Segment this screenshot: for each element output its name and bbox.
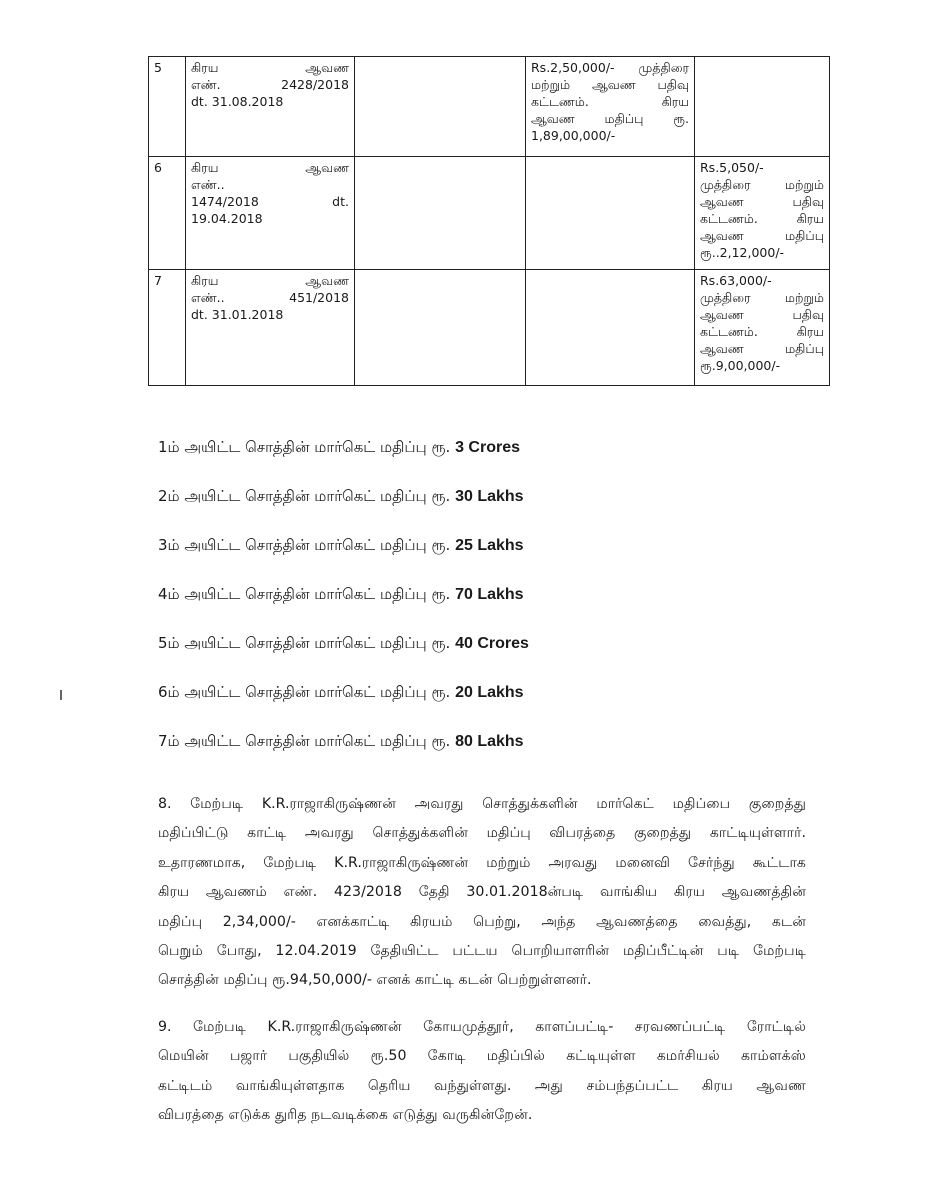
paragraph-8: [158, 790, 806, 996]
paragraph-line: உதாரணமாக, மேற்படி K.R.ராஜாகிருஷ்ணன் மற்றும் அரவது மனைவி சேர்ந்து கூட்டாக: [158, 854, 806, 871]
cell-text-line: எண்.. 451/2018: [191, 290, 349, 305]
empty-cell: [355, 270, 526, 386]
market-value-line: 3ம் அயிட்ட சொத்தின் மார்கெட் மதிப்பு ரூ. 25 Lakhs: [158, 536, 524, 554]
paragraph-line: சொத்தின் மதிப்பு ரூ.94,50,000/- எனக் காட்டி கடன் பெற்றுள்ளனர்.: [158, 972, 592, 989]
cell-text-line: மற்றும் ஆவண பதிவு: [531, 77, 689, 92]
paragraph-line: 9. மேற்படி K.R.ராஜாகிருஷ்ணன் கோயமுத்தூர், காளப்பட்டி- சரவணப்பட்டி ரோட்டில்: [158, 1019, 806, 1035]
market-value-line: 6ம் அயிட்ட சொத்தின் மார்கெட் மதிப்பு ரூ. 20 Lakhs: [158, 683, 524, 701]
cell-text-line: ரூ..2,12,000/-: [700, 245, 785, 260]
row-number: 6: [154, 160, 162, 175]
fee-cell: [526, 270, 695, 386]
cell-text-line: 1,89,00,000/-: [531, 128, 616, 143]
cell-text-line: ஆவண மதிப்பு: [700, 341, 824, 356]
cell-text-line: ஆவண மதிப்பு: [700, 228, 824, 243]
row-number-cell: [149, 270, 186, 386]
paragraph-line: 8. மேற்படி K.R.ராஜாகிருஷ்ணன் அவரது சொத்துக்களின் மார்கெட் மதிப்பை குறைத்து: [158, 796, 806, 812]
paragraph-line: கிரய ஆவணம் எண். 423/2018 தேதி 30.01.2018ன்படி வாங்கிய கிரய ஆவணத்தின்: [158, 884, 806, 901]
fee-cell: [695, 57, 830, 157]
cell-text-line: கிரய ஆவண: [191, 160, 349, 175]
cell-text-line: ஆவண பதிவு: [700, 307, 824, 322]
cell-text-line: முத்திரை மற்றும்: [700, 177, 824, 192]
cell-text-line: கட்டணம். கிரய: [700, 211, 824, 226]
paragraph-9: [158, 1013, 806, 1131]
row-number-cell: [149, 57, 186, 157]
paragraph-line: மதிப்பு 2,34,000/- எனக்காட்டி கிரயம் பெற்று, அந்த ஆவணத்தை வைத்து, கடன்: [158, 913, 806, 930]
cell-text-line: ரூ.9,00,000/-: [700, 358, 781, 373]
cell-text-line: கட்டணம். கிரய: [700, 324, 824, 339]
paragraph-line: மெயின் பஜார் பகுதியில் ரூ.50 கோடி மதிப்பில் கட்டியுள்ள கமர்சியல் காம்ளக்ஸ்: [158, 1048, 806, 1065]
fee-cell: [526, 57, 695, 157]
table-row: [149, 57, 830, 157]
cell-text-line: dt. 31.01.2018: [191, 307, 284, 322]
paragraph-line: கட்டிடம் வாங்கியுள்ளதாக தெரிய வந்துள்ளது. அது சம்பந்தப்பட்ட கிரய ஆவண: [158, 1077, 806, 1094]
cell-text-line: கிரய ஆவண: [191, 273, 349, 288]
row-number: 5: [154, 60, 162, 75]
margin-mark: [60, 690, 62, 700]
deed-cell: [186, 57, 355, 157]
market-value-line: 7ம் அயிட்ட சொத்தின் மார்கெட் மதிப்பு ரூ. 80 Lakhs: [158, 732, 524, 750]
cell-text-line: கட்டணம். கிரய: [531, 94, 689, 109]
market-value-line: 2ம் அயிட்ட சொத்தின் மார்கெட் மதிப்பு ரூ. 30 Lakhs: [158, 487, 524, 505]
table-row: [149, 270, 830, 386]
deed-cell: [186, 157, 355, 270]
cell-text-line: dt. 31.08.2018: [191, 94, 284, 109]
market-value-list: [158, 434, 778, 777]
row-number: 7: [154, 273, 162, 288]
cell-text-line: Rs.5,050/-: [700, 160, 764, 175]
cell-text-line: 19.04.2018: [191, 211, 263, 226]
market-value-line: 5ம் அயிட்ட சொத்தின் மார்கெட் மதிப்பு ரூ. 40 Crores: [158, 634, 529, 652]
table-row: [149, 157, 830, 270]
paragraph-line: விபரத்தை எடுக்க துரித நடவடிக்கை எடுத்து வருகின்றேன்.: [158, 1107, 533, 1124]
market-value-line: 1ம் அயிட்ட சொத்தின் மார்கெட் மதிப்பு ரூ. 3 Crores: [158, 438, 520, 456]
row-number-cell: [149, 157, 186, 270]
empty-cell: [355, 57, 526, 157]
fee-cell: [695, 157, 830, 270]
cell-text-line: கிரய ஆவண: [191, 60, 349, 75]
cell-text-line: முத்திரை மற்றும்: [700, 290, 824, 305]
cell-text-line: ஆவண மதிப்பு ரூ.: [531, 111, 689, 126]
paragraph-line: பெறும் போது, 12.04.2019 தேதியிட்ட பட்டய பொறியாளரின் மதிப்பீட்டின் படி மேற்படி: [158, 943, 806, 960]
cell-text-line: Rs.2,50,000/- முத்திரை: [531, 60, 689, 75]
deed-table: [148, 56, 830, 386]
deed-cell: [186, 270, 355, 386]
cell-text-line: Rs.63,000/-: [700, 273, 772, 288]
market-value-line: 4ம் அயிட்ட சொத்தின் மார்கெட் மதிப்பு ரூ. 70 Lakhs: [158, 585, 524, 603]
cell-text-line: 1474/2018 dt.: [191, 194, 349, 209]
paragraph-line: மதிப்பிட்டு காட்டி அவரது சொத்துக்களின் மதிப்பு விபரத்தை குறைத்து காட்டியுள்ளார்.: [158, 825, 806, 842]
cell-text-line: எண். 2428/2018: [191, 77, 349, 92]
cell-text-line: எண்..: [191, 177, 225, 192]
fee-cell: [695, 270, 830, 386]
cell-text-line: ஆவண பதிவு: [700, 194, 824, 209]
fee-cell: [526, 157, 695, 270]
empty-cell: [355, 157, 526, 270]
